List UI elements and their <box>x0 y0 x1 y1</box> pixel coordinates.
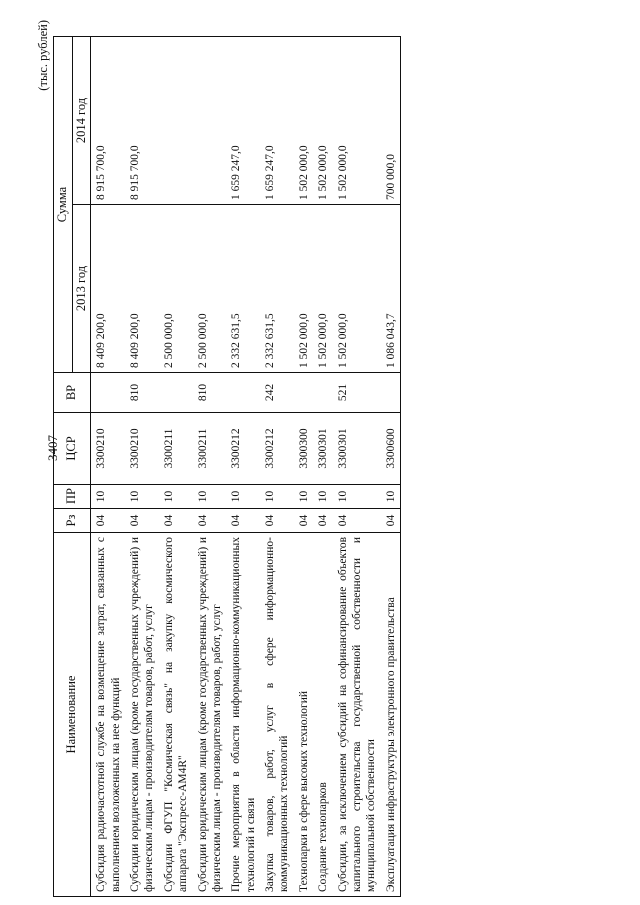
row-sum-2014: 1 502 000,0 <box>313 37 332 205</box>
row-vr <box>294 373 313 413</box>
row-vr <box>313 373 332 413</box>
row-sum-2014: 1 659 247,0 <box>226 37 260 205</box>
row-sum-2014: 8 915 700,0 <box>125 37 159 205</box>
row-sum-2013: 1 502 000,0 <box>294 205 313 373</box>
row-vr <box>91 373 125 413</box>
table-row <box>294 37 313 897</box>
row-rz: 04 <box>333 509 381 533</box>
row-name: Субсидии ФГУП "Космическая связь" на закупку космического аппарата "Экспресс-АМ4R" <box>159 533 193 897</box>
row-csr: 3300600 <box>381 413 401 485</box>
row-csr: 3300301 <box>313 413 332 485</box>
row-csr: 3300212 <box>260 413 294 485</box>
row-name: Прочие мероприятия в области информационно-коммуникационных технологий и связи <box>226 533 260 897</box>
row-name: Субсидии юридическим лицам (кроме государственных учреждений) и физическим лицам - производителям товаров, работ, услуг <box>125 533 159 897</box>
table-row <box>260 37 294 897</box>
row-sum-2013: 8 409 200,0 <box>125 205 159 373</box>
row-pr: 10 <box>226 485 260 509</box>
row-sum-2014 <box>193 37 227 205</box>
row-name: Субсидии, за исключением субсидий на софинансирование объектов капитального строительства государственной собственности и муниципальной собственности <box>333 533 381 897</box>
row-sum-2013: 2 332 631,5 <box>260 205 294 373</box>
row-name: Эксплуатация инфраструктуры электронного правительства <box>381 533 401 897</box>
row-sum-2014: 8 915 700,0 <box>91 37 125 205</box>
row-pr: 10 <box>260 485 294 509</box>
row-rz: 04 <box>91 509 125 533</box>
row-name: Создание технопарков <box>313 533 332 897</box>
header-csr: ЦСР <box>54 413 91 485</box>
table-row <box>91 37 125 897</box>
row-sum-2013: 1 086 043,7 <box>381 205 401 373</box>
units-label: (тыс. рублей) <box>36 20 50 91</box>
table-row <box>193 37 227 897</box>
row-vr: 242 <box>260 373 294 413</box>
row-sum-2013: 8 409 200,0 <box>91 205 125 373</box>
header-rz: Рз <box>54 509 91 533</box>
header-name: Наименование <box>54 533 91 897</box>
row-sum-2013: 2 500 000,0 <box>159 205 193 373</box>
row-rz: 04 <box>313 509 332 533</box>
row-csr: 3300301 <box>333 413 381 485</box>
row-vr: 810 <box>125 373 159 413</box>
row-sum-2014: 1 502 000,0 <box>333 37 381 205</box>
row-vr <box>159 373 193 413</box>
row-csr: 3300211 <box>159 413 193 485</box>
row-pr: 10 <box>193 485 227 509</box>
header-year-2013: 2013 год <box>72 205 91 373</box>
row-csr: 3300212 <box>226 413 260 485</box>
row-sum-2013: 1 502 000,0 <box>333 205 381 373</box>
row-sum-2014: 1 502 000,0 <box>294 37 313 205</box>
row-name: Технопарки в сфере высоких технологий <box>294 533 313 897</box>
header-year-2014: 2014 год <box>72 37 91 205</box>
row-rz: 04 <box>381 509 401 533</box>
header-sum: Сумма <box>54 37 73 373</box>
row-pr: 10 <box>381 485 401 509</box>
row-rz: 04 <box>260 509 294 533</box>
row-rz: 04 <box>226 509 260 533</box>
row-pr: 10 <box>125 485 159 509</box>
header-vr: ВР <box>54 373 91 413</box>
table-row <box>313 37 332 897</box>
row-name: Закупка товаров, работ, услуг в сфере информационно-коммуникационных технологий <box>260 533 294 897</box>
row-rz: 04 <box>159 509 193 533</box>
table-row <box>125 37 159 897</box>
row-pr: 10 <box>91 485 125 509</box>
row-sum-2013: 1 502 000,0 <box>313 205 332 373</box>
row-sum-2014: 1 659 247,0 <box>260 37 294 205</box>
table-row <box>381 37 401 897</box>
row-rz: 04 <box>125 509 159 533</box>
row-name: Субсидии юридическим лицам (кроме государственных учреждений) и физическим лицам - производителям товаров, работ, услуг <box>193 533 227 897</box>
row-name: Субсидия радиочастотной службе на возмещение затрат, связанных с выполнением возложенных на нее функций <box>91 533 125 897</box>
budget-table <box>53 36 401 897</box>
table-body <box>91 37 401 897</box>
page-number: 3407 <box>45 435 60 461</box>
row-rz: 04 <box>193 509 227 533</box>
row-vr: 810 <box>193 373 227 413</box>
row-vr <box>226 373 260 413</box>
row-csr: 3300210 <box>125 413 159 485</box>
row-pr: 10 <box>333 485 381 509</box>
header-pr: ПР <box>54 485 91 509</box>
row-csr: 3300300 <box>294 413 313 485</box>
table-header <box>54 37 91 897</box>
table-row <box>226 37 260 897</box>
table-row <box>159 37 193 897</box>
row-sum-2014: 700 000,0 <box>381 37 401 205</box>
row-pr: 10 <box>294 485 313 509</box>
row-rz: 04 <box>294 509 313 533</box>
row-vr <box>381 373 401 413</box>
row-pr: 10 <box>313 485 332 509</box>
table-row <box>333 37 381 897</box>
row-sum-2013: 2 332 631,5 <box>226 205 260 373</box>
row-csr: 3300210 <box>91 413 125 485</box>
row-vr: 521 <box>333 373 381 413</box>
row-csr: 3300211 <box>193 413 227 485</box>
row-pr: 10 <box>159 485 193 509</box>
row-sum-2014 <box>159 37 193 205</box>
row-sum-2013: 2 500 000,0 <box>193 205 227 373</box>
